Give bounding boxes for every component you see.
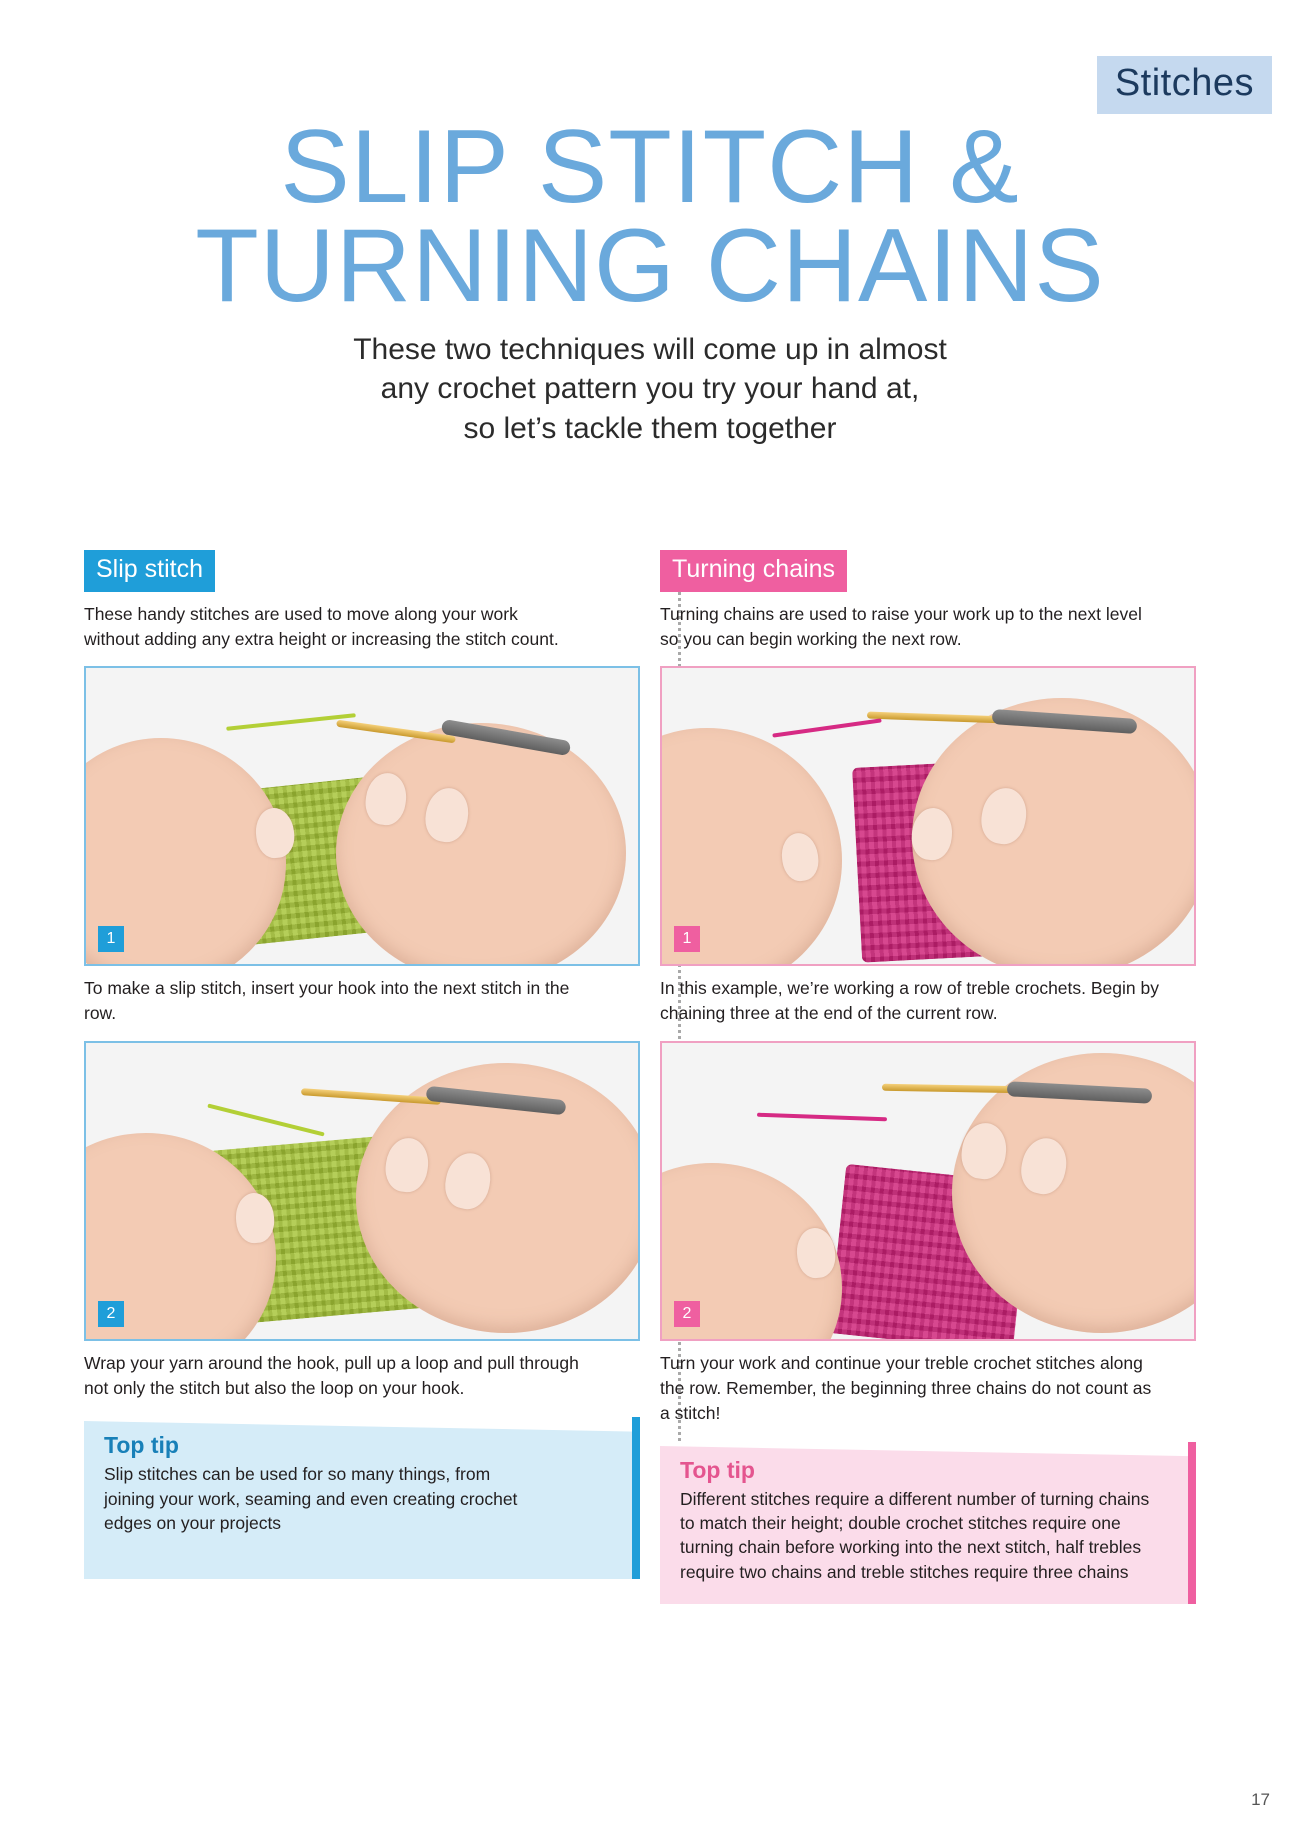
crochet-hook-metal bbox=[867, 711, 1007, 723]
tip-top-slant bbox=[660, 1442, 1196, 1456]
step-badge: 1 bbox=[98, 926, 124, 952]
caption-turning-chains-step-1: In this example, we’re working a row of treble crochets. Begin by chaining three at the end of the current row. bbox=[660, 977, 1159, 1023]
subtitle-line-1: These two techniques will come up in almost bbox=[353, 332, 947, 366]
step-badge: 2 bbox=[98, 1301, 124, 1327]
subtitle-line-2: any crochet pattern you try your hand at, bbox=[380, 372, 920, 406]
tip-heading: Top tip bbox=[104, 1432, 179, 1459]
tip-box-slip-stitch bbox=[84, 1417, 640, 1579]
caption-slip-stitch-step-2: Wrap your yarn around the hook, pull up a loop and pull through not only the stitch but also the loop on your hook. bbox=[84, 1353, 579, 1399]
page-number: 17 bbox=[1251, 1790, 1270, 1809]
tip-edge-accent bbox=[632, 1417, 640, 1579]
photo-slip-stitch-step-2 bbox=[84, 1041, 640, 1341]
tip-box-turning-chains bbox=[660, 1442, 1196, 1604]
right-hand bbox=[336, 723, 626, 966]
title-line-2: TURNING CHAINS bbox=[195, 207, 1105, 324]
subtitle bbox=[0, 330, 1300, 450]
intro-slip-stitch: These handy stitches are used to move along your work without adding any extra height or increasing the stitch count. bbox=[84, 604, 559, 649]
tip-edge-accent bbox=[1188, 1442, 1196, 1604]
column-label-slip-stitch: Slip stitch bbox=[84, 550, 215, 592]
photo-turning-chains-step-2 bbox=[660, 1041, 1196, 1341]
column-slip-stitch bbox=[84, 550, 640, 1604]
content-columns bbox=[84, 550, 1216, 1604]
title-line-1: SLIP STITCH & bbox=[280, 109, 1020, 225]
step-badge: 1 bbox=[674, 926, 700, 952]
illustration-hands-green-swatch-2 bbox=[86, 1043, 638, 1339]
crochet-hook-metal bbox=[882, 1084, 1027, 1094]
tip-body: Different stitches require a different number of turning chains to match their height; double crochet stitches require one turning chain before working into the next stitch, half trebles require two chains and treble stitches require three chains bbox=[680, 1489, 1150, 1582]
illustration-hands-pink-swatch-2 bbox=[662, 1043, 1194, 1339]
tip-heading: Top tip bbox=[680, 1456, 755, 1483]
illustration-hands-green-swatch-1 bbox=[86, 668, 638, 964]
tip-body: Slip stitches can be used for so many things, from joining your work, seaming and even creating crochet edges on your projects bbox=[104, 1464, 518, 1533]
illustration-hands-pink-swatch-1 bbox=[662, 668, 1194, 964]
yarn-strand bbox=[757, 1113, 887, 1122]
right-hand bbox=[912, 698, 1196, 966]
intro-turning-chains: Turning chains are used to raise your work up to the next level so you can begin working the next row. bbox=[660, 604, 1142, 649]
page-title bbox=[0, 109, 1300, 449]
caption-slip-stitch-step-1: To make a slip stitch, insert your hook into the next stitch in the row. bbox=[84, 977, 570, 1023]
yarn-strand bbox=[207, 1104, 324, 1137]
caption-turning-chains-step-2: Turn your work and continue your treble crochet stitches along the row. Remember, the beginning three chains do not count as a stitch! bbox=[660, 1353, 1152, 1424]
yarn-strand bbox=[772, 718, 881, 737]
photo-slip-stitch-step-1 bbox=[84, 666, 640, 966]
tip-top-slant bbox=[84, 1417, 640, 1432]
subtitle-line-3: so let’s tackle them together bbox=[463, 412, 837, 446]
step-badge: 2 bbox=[674, 1301, 700, 1327]
section-tag: Stitches bbox=[1097, 56, 1272, 114]
column-label-turning-chains: Turning chains bbox=[660, 550, 847, 592]
photo-turning-chains-step-1 bbox=[660, 666, 1196, 966]
column-turning-chains bbox=[640, 550, 1196, 1604]
